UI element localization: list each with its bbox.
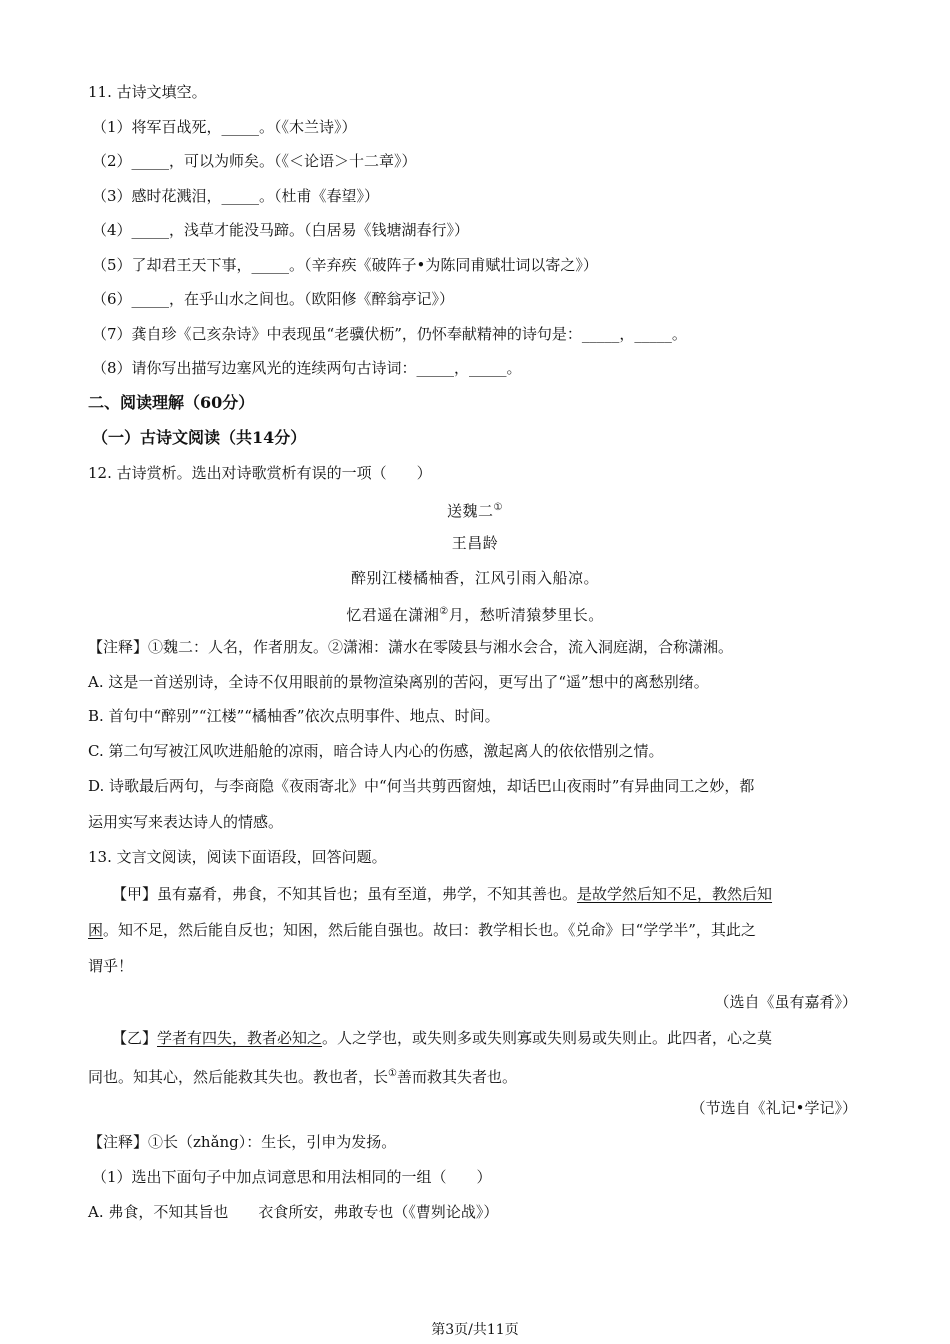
passage-yi-line2 — [88, 1064, 517, 1087]
page-footer: 第3页/共11页 — [431, 1322, 519, 1338]
passage-yi-text: 。人之学也，或失则多或失则寡或失则易或失则止。此四者，心之莫 — [322, 1029, 773, 1047]
q11-item-5: （5）了却君王天下事，_____。（辛弃疾《破阵子•为陈同甫赋壮词以寄之》） — [92, 256, 598, 274]
poem-title — [0, 498, 950, 521]
passage-jia-text: 【甲】虽有嘉肴，弗食，不知其旨也；虽有至道，弗学，不知其善也。 — [112, 885, 578, 903]
poem-line-1: 醉别江楼橘柚香，江风引雨入船凉。 — [350, 569, 599, 587]
poem-line-2 — [0, 602, 950, 625]
passage-jia-source: （选自《虽有嘉肴》） — [714, 993, 857, 1011]
passage-yi-footnote: ① — [388, 1068, 397, 1079]
q11-item-6: （6）_____，在乎山水之间也。（欧阳修《醉翁亭记》） — [92, 290, 455, 308]
q11-item-1: （1）将军百战死，_____。（《木兰诗》） — [92, 118, 357, 136]
q13-sub1-option-a: A. 弗食，不知其旨也 衣食所安，弗敢专也（《曹刿论战》） — [88, 1203, 499, 1221]
q11-title: 11. 古诗文填空。 — [88, 83, 207, 101]
poem-line-2-footnote: ② — [439, 606, 449, 617]
poem-author: 王昌龄 — [451, 534, 499, 552]
poem-title-footnote: ① — [493, 502, 503, 513]
passage-yi-text-2a: 同也。知其心，然后能救其失也。教也者，长 — [88, 1068, 389, 1086]
q13-note: 【注释】①长（zhǎng）：生长，引申为发扬。 — [88, 1133, 397, 1151]
passage-jia-underlined-end: 困 — [88, 921, 104, 939]
q13-sub1: （1）选出下面句子中加点词意思和用法相同的一组（ ） — [92, 1168, 492, 1186]
section-heading: 二、阅读理解（60分） — [88, 393, 255, 412]
q11-item-8: （8）请你写出描写边塞风光的连续两句古诗词：_____，_____。 — [92, 359, 522, 377]
passage-jia-line1 — [112, 884, 772, 904]
q12-title: 12. 古诗赏析。选出对诗歌赏析有误的一项（ ） — [88, 464, 432, 482]
q11-item-4: （4）_____，浅草才能没马蹄。（白居易《钱塘湖春行》） — [92, 221, 470, 239]
passage-yi-underlined: 学者有四失，教者必知之 — [157, 1029, 323, 1047]
q12-option-b: B. 首句中“醉别”“江楼”“橘柚香”依次点明事件、地点、时间。 — [88, 707, 500, 725]
q12-note: 【注释】①魏二：人名，作者朋友。②潇湘：潇水在零陵县与湘水会合，流入洞庭湖，合称潇湘。 — [88, 638, 734, 656]
passage-jia-line3: 谓乎！ — [88, 957, 134, 975]
q11-item-2: （2）_____，可以为师矣。（《＜论语＞十二章》） — [92, 152, 417, 170]
passage-yi-text-2b: 善而救其失者也。 — [396, 1068, 517, 1086]
passage-yi-line1 — [112, 1028, 772, 1048]
poem-title-text: 送魏二 — [447, 502, 494, 520]
passage-jia-text-2: 。知不足，然后能自反也；知困，然后能自强也。故曰：教学相长也。《兑命》曰“学学半”，其此之 — [103, 921, 756, 939]
q12-option-d-line2: 运用实写来表达诗人的情感。 — [88, 813, 284, 831]
passage-jia-line2 — [88, 920, 756, 940]
poem-line-2-a: 忆君遥在潇湘 — [346, 606, 440, 624]
q11-item-7: （7）龚自珍《己亥杂诗》中表现虽“老骥伏枥”，仍怀奉献精神的诗句是：_____，_____。 — [92, 325, 687, 343]
passage-jia-underlined: 是故学然后知不足，教然后知 — [577, 885, 773, 903]
q12-option-d-line1: D. 诗歌最后两句，与李商隐《夜雨寄北》中“何当共剪西窗烛，却话巴山夜雨时”有异曲同工之妙，都 — [88, 777, 755, 795]
passage-yi-source: （节选自《礼记•学记》） — [690, 1099, 857, 1117]
q11-item-3: （3）感时花溅泪，_____。（杜甫《春望》） — [92, 187, 380, 205]
q12-option-c: C. 第二句写被江风吹进船舱的凉雨，暗合诗人内心的伤感，激起离人的依依惜别之情。 — [88, 742, 664, 760]
passage-yi-label: 【乙】 — [112, 1029, 158, 1047]
q13-title: 13. 文言文阅读，阅读下面语段，回答问题。 — [88, 848, 387, 866]
q12-option-a: A. 这是一首送别诗，全诗不仅用眼前的景物渲染离别的苦闷，更写出了“遥”想中的离愁别绪。 — [88, 673, 709, 691]
poem-line-2-b: 月，愁听清猿梦里长。 — [448, 606, 604, 624]
subsection-heading: （一）古诗文阅读（共14分） — [92, 428, 307, 447]
